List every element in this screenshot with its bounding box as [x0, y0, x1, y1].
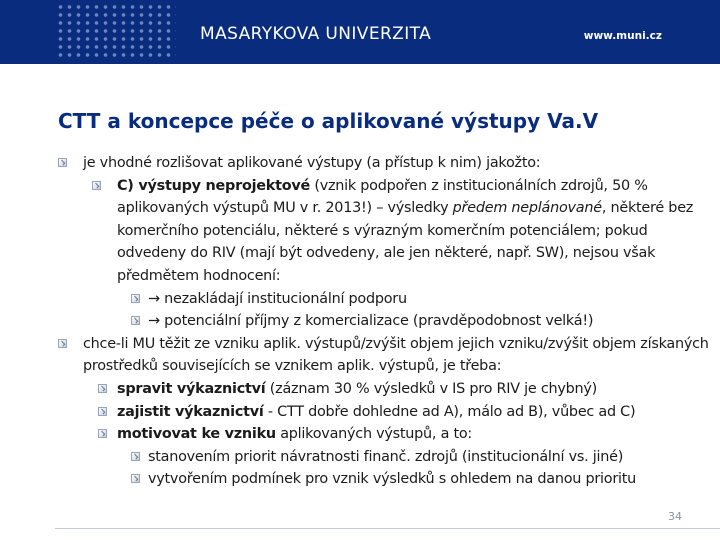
bullet-text-part: (záznam 30 % výsledků v IS pro RIV je chybný) — [265, 380, 598, 397]
bullet-item — [148, 446, 720, 469]
bullet-icon — [131, 294, 140, 303]
bullet-item — [83, 152, 720, 175]
bullet-text — [117, 401, 720, 424]
bullet-icon — [131, 452, 140, 461]
bullet-text-part: aplikovaných výstupů, a to: — [275, 426, 473, 443]
bullet-icon — [98, 407, 107, 416]
bold-phrase: motivovat ke vzniku — [117, 426, 276, 443]
bullet-item — [117, 423, 720, 446]
bullet-icon — [58, 339, 67, 348]
bullet-text: → nezakládají institucionální podporu — [148, 290, 407, 307]
bullet-item — [148, 310, 720, 333]
bullet-text-part: - CTT dobře dohledne ad A), málo ad B), vůbec ad C) — [263, 403, 636, 420]
bullet-item — [117, 378, 720, 401]
bold-phrase: C) výstupy neprojektové — [117, 177, 310, 194]
bold-phrase: zajistit výkaznictví — [117, 403, 264, 420]
university-name: MASARYKOVA UNIVERZITA — [200, 24, 432, 44]
bullet-text — [117, 378, 720, 401]
bullet-item — [117, 175, 720, 288]
website-link[interactable]: www.muni.cz — [583, 30, 662, 42]
bullet-item — [117, 401, 720, 424]
bullet-icon — [92, 181, 101, 190]
bullet-text — [117, 175, 720, 288]
bold-phrase: spravit výkaznictví — [117, 380, 266, 397]
slide-content — [0, 152, 720, 491]
bullet-text-part: (vznik podpořen z institucionálních zdrojů, 50 % aplikovaných výstupů MU v r. 2013!) – výsledky — [117, 177, 648, 217]
bullet-item — [148, 468, 720, 491]
bullet-text: stanovením priorit návratnosti finanč. zdrojů (institucionální vs. jiné) — [148, 448, 624, 465]
bullet-icon — [58, 158, 67, 167]
bullet-icon — [98, 429, 107, 438]
bullet-item — [148, 288, 720, 311]
italic-phrase: předem neplánované — [452, 200, 602, 217]
page-number: 34 — [668, 510, 682, 523]
slide-title: CTT a koncepce péče o aplikované výstupy Va.V — [58, 109, 599, 133]
bullet-text: chce-li MU těžit ze vzniku aplik. výstupů/zvýšit objem jejich vzniku/zvýšit objem získaných prostředků souvisejících se vznikem aplik. výstupů, je třeba: — [83, 335, 709, 375]
bullet-icon — [131, 316, 140, 325]
bullet-icon — [131, 474, 140, 483]
logo-dot-pattern — [56, 3, 176, 61]
bullet-text — [117, 423, 720, 446]
bullet-text: je vhodné rozlišovat aplikované výstupy (a přístup k nim) jakožto: — [83, 155, 541, 171]
bullet-icon — [98, 384, 107, 393]
footer-divider — [55, 528, 720, 529]
bullet-text: → potenciální příjmy z komercializace (pravděpodobnost velká!) — [148, 313, 594, 330]
bullet-text-part: , některé bez komerčního potenciálu, některé s výrazným komerčním potenciálem; pokud odvedeny do RIV (mají být odvedeny, ale jen některé, např. SW), nejsou však předmětem hodnocení: — [117, 200, 694, 284]
header-bar — [0, 0, 720, 64]
bullet-text: vytvořením podmínek pro vznik výsledků s ohledem na danou prioritu — [148, 471, 636, 488]
bullet-item — [83, 333, 720, 378]
